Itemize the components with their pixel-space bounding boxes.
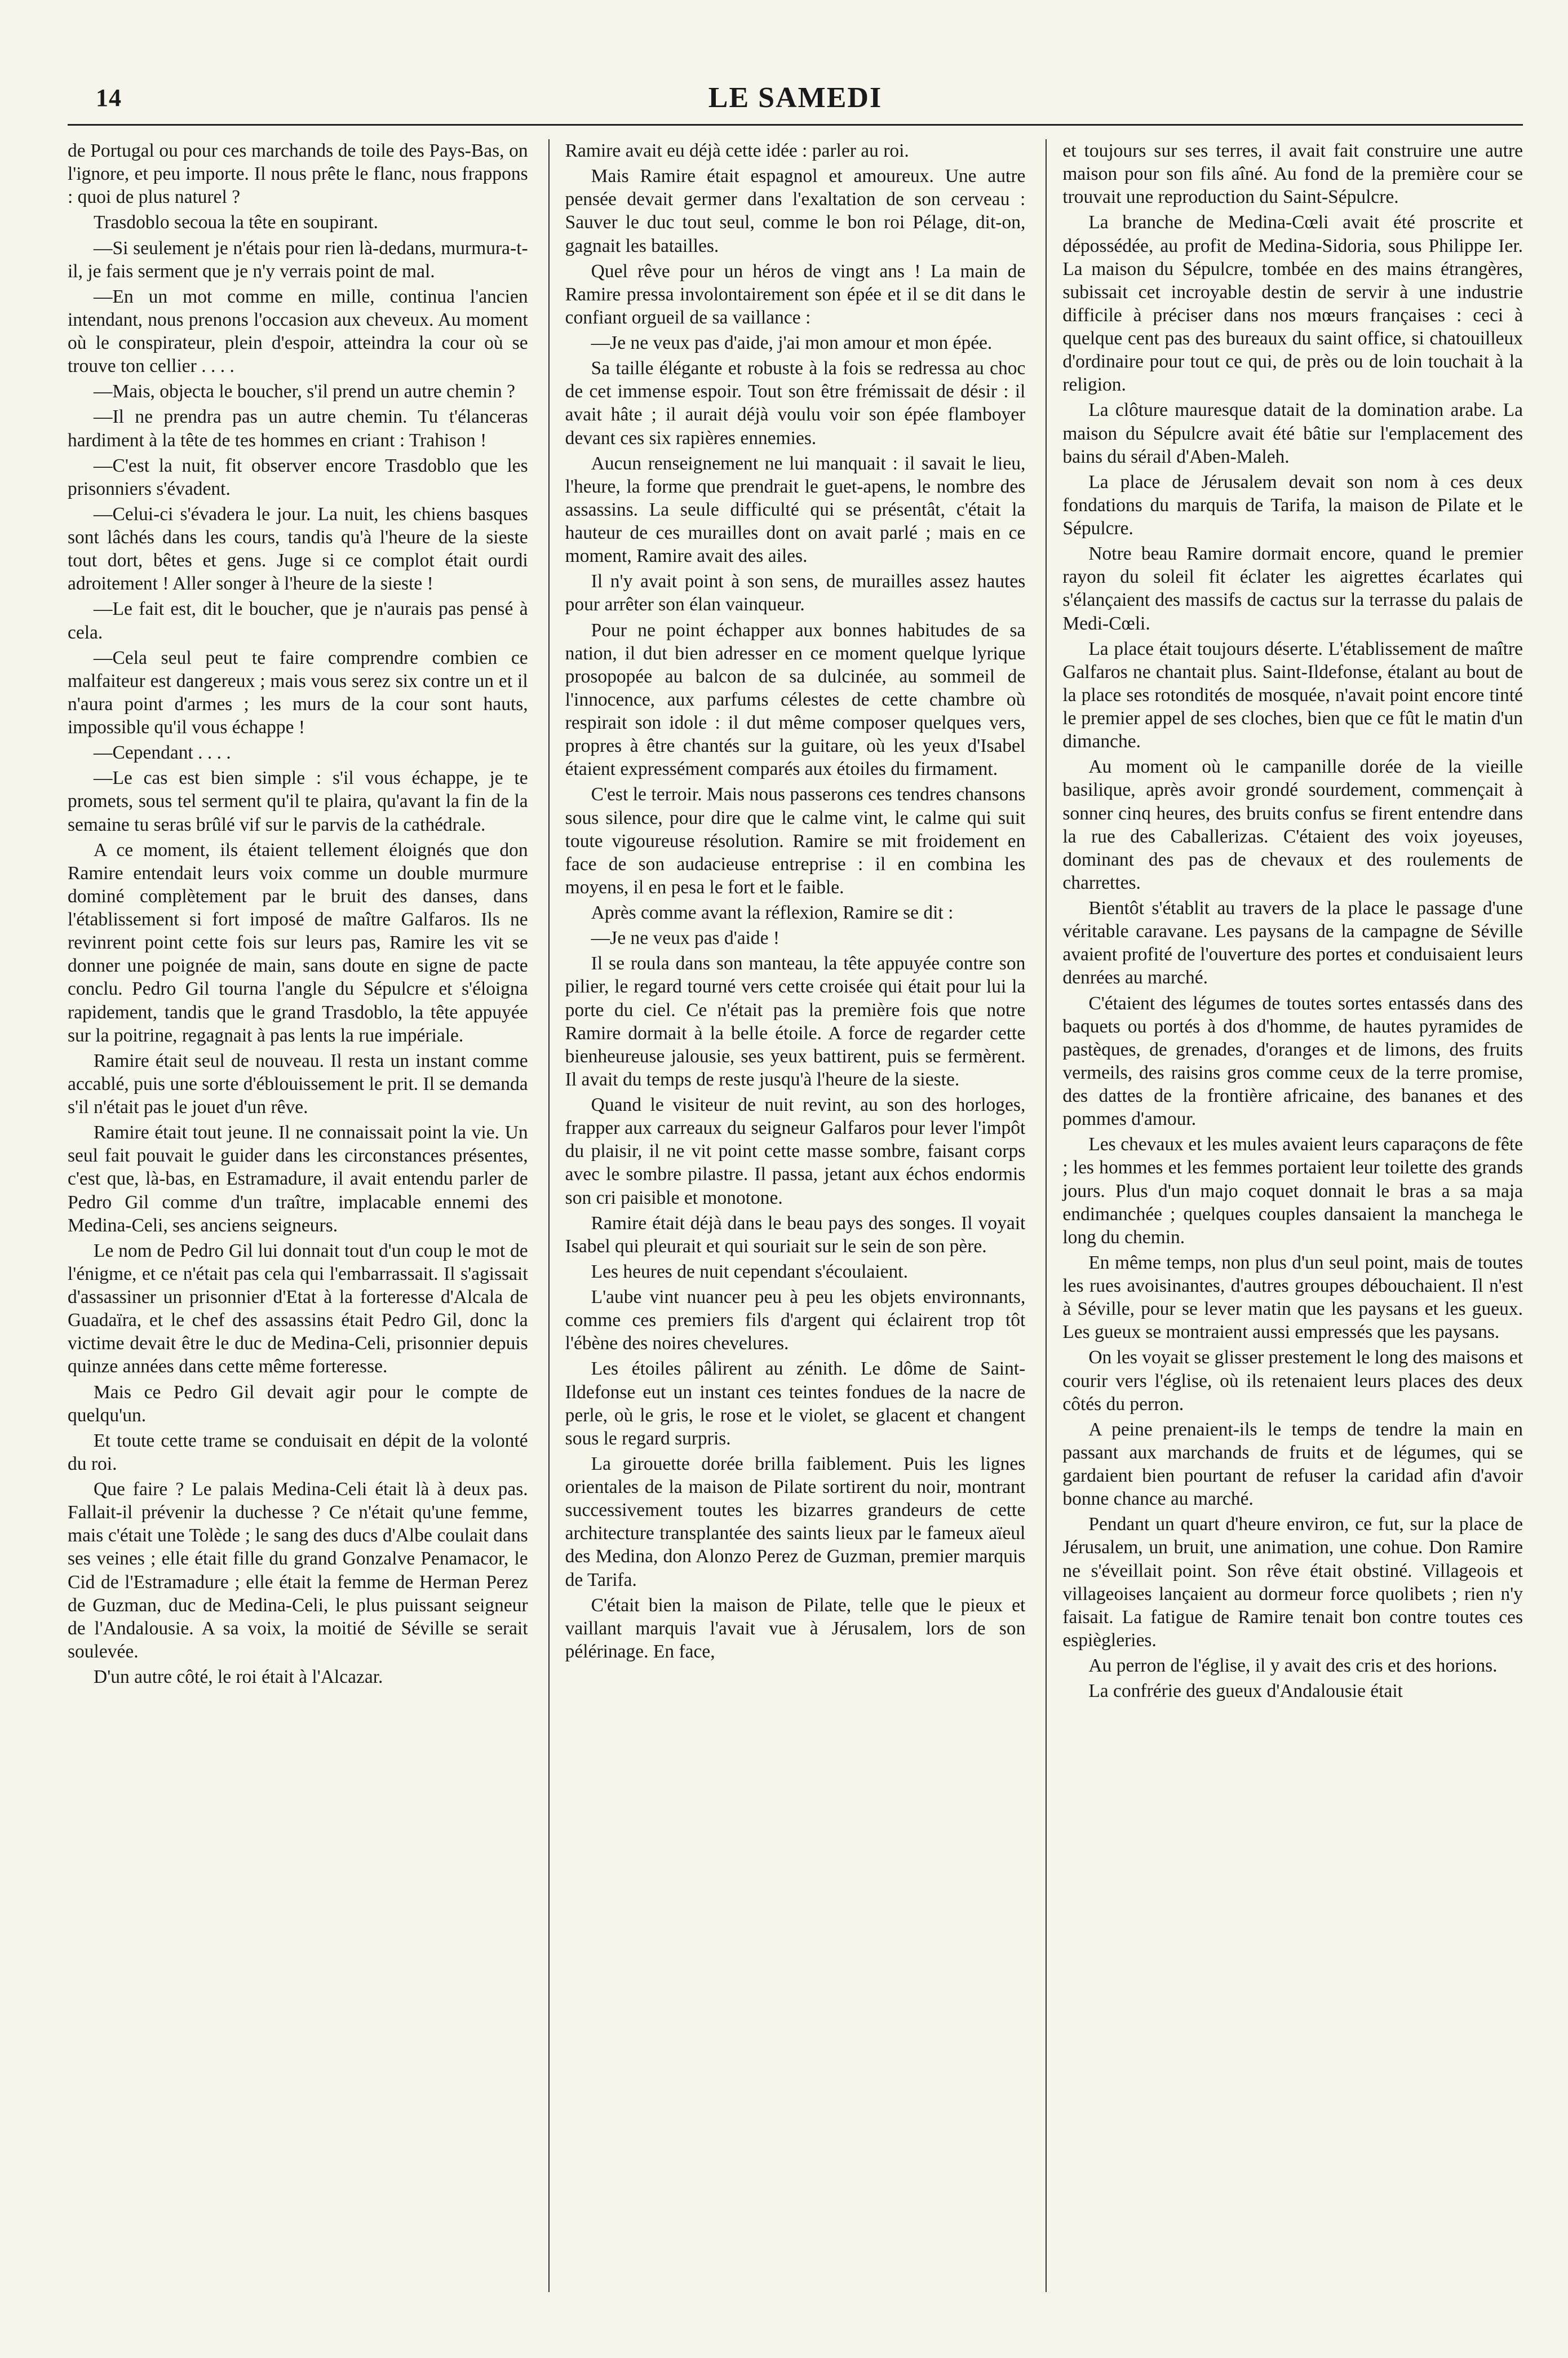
page-number: 14 xyxy=(96,84,122,112)
paragraph: Au moment où le campanille dorée de la vieille basilique, après avoir grondé sourdement, commençait à sonner cinq heures, des bruits confus se firent entendre dans la rue des Caballerizas. C'étaient des voix joyeuses, dominant des pas de chevaux et des roulements de charrettes. xyxy=(1062,756,1523,893)
paragraph: —Mais, objecta le boucher, s'il prend un autre chemin ? xyxy=(94,381,515,402)
page-header xyxy=(68,79,1523,126)
paragraph: La confrérie des gueux d'Andalousie était xyxy=(1088,1681,1403,1702)
paragraph: La place de Jérusalem devait son nom à ces deux fondations du marquis de Tarifa, la maison de Pilate et le Sépulcre. xyxy=(1062,471,1523,539)
paragraph: On les voyait se glisser prestement le long des maisons et courir vers l'église, où ils retenaient leurs places des deux côtés du perron. xyxy=(1062,1347,1523,1415)
paragraph: C'étaient des légumes de toutes sortes entassés dans des baquets ou portés à dos d'homme, de hautes pyramides de pastèques, de grenades, d'oranges et de limons, des fruits vermeils, des raisins gros comme ceux de la terre promise, des dattes de la frontière africaine, des bananes et des pommes d'amour. xyxy=(1062,992,1523,1130)
paragraph: Les heures de nuit cependant s'écoulaient. xyxy=(591,1261,908,1282)
paragraph: C'est le terroir. Mais nous passerons ces tendres chansons sous silence, pour dire que le calme vint, le calme qui suit toute vigoureuse résolution. Ramire se mit froidement en face de son audacieuse entreprise : il en combina les moyens, il en pesa le fort et le faible. xyxy=(565,784,1026,898)
paragraph: Mais ce Pedro Gil devait agir pour le compte de quelqu'un. xyxy=(68,1381,528,1426)
paragraph: —C'est la nuit, fit observer encore Trasdoblo que les prisonniers s'évadent. xyxy=(68,455,528,499)
paragraph: Les étoiles pâlirent au zénith. Le dôme de Saint-Ildefonse eut un instant ces teintes fondues de la nacre de perle, où le gris, le rose et le violet, se glacent et changent sous le regard surpris. xyxy=(565,1358,1026,1449)
paragraph: Notre beau Ramire dormait encore, quand le premier rayon du soleil fit éclater les aigrettes écarlates qui s'élançaient des massifs de cactus sur la terrasse du palais de Medi-Cœli. xyxy=(1062,543,1523,634)
paragraph: Le nom de Pedro Gil lui donnait tout d'un coup le mot de l'énigme, et ce n'était pas cela qui l'embarrassait. Il s'agissait d'assassiner un prisonnier d'Etat à la forteresse d'Alcala de Guadaïra, et le chef des assassins était Pedro Gil, donc la victime devait être le duc de Medina-Celi, prisonnier depuis quinze années dans cette même forteresse. xyxy=(68,1240,528,1377)
paragraph: —Si seulement je n'étais pour rien là-dedans, murmura-t-il, je fais serment que je n'y verrais point de mal. xyxy=(68,237,528,282)
paragraph: La girouette dorée brilla faiblement. Puis les lignes orientales de la maison de Pilate sortirent du noir, montrant successivement toutes les bizarres grandeurs de cette architecture transplantée des saints lieux par le fameux aïeul des Medina, don Alonzo Perez de Guzman, premier marquis de Tarifa. xyxy=(565,1453,1026,1590)
paragraph: de Portugal ou pour ces marchands de toile des Pays-Bas, on l'ignore, et peu importe. Il nous prête le flanc, nous frappons : quoi de plus naturel ? xyxy=(68,140,528,208)
paragraph: Ramire était déjà dans le beau pays des songes. Il voyait Isabel qui pleurait et qui souriait sur le sein de son père. xyxy=(565,1212,1026,1257)
paragraph: L'aube vint nuancer peu à peu les objets environnants, comme ces premiers fils d'argent qui éclairent trop tôt l'ébène des noires chevelures. xyxy=(565,1287,1026,1354)
paragraph: Que faire ? Le palais Medina-Celi était là à deux pas. Fallait-il prévenir la duchesse ? Ce n'était qu'une femme, mais c'était une Tolède ; le sang des ducs d'Albe coulait dans ses veines ; elle était fille du grand Gonzalve Penamacor, le Cid de l'Estramadure ; elle était la femme de Herman Perez de Guzman, duc de Medina-Celi, le plus puissant seigneur de l'Andalousie. A sa voix, la moitié de Séville se serait soulevée. xyxy=(68,1479,528,1662)
paragraph: —Celui-ci s'évadera le jour. La nuit, les chiens basques sont lâchés dans les cours, tandis qu'à l'heure de la sieste tout dort, bêtes et gens. Juge si ce complot était ourdi adroitement ! Aller songer à l'heure de la sieste ! xyxy=(68,503,528,595)
paragraph: Les chevaux et les mules avaient leurs caparaçons de fête ; les hommes et les femmes portaient leur toilette des grands jours. Plus d'un majo coquet donnait le bras a sa maja endimanchée ; quelques couples dansaient la manchega le long du chemin. xyxy=(1062,1134,1523,1248)
paragraph: D'un autre côté, le roi était à l'Alcazar. xyxy=(94,1666,383,1687)
paragraph: La clôture mauresque datait de la domination arabe. La maison du Sépulcre avait été bâtie sur l'emplacement des bains du sérail d'Aben-Maleh. xyxy=(1062,400,1523,467)
paragraph: Après comme avant la réflexion, Ramire se dit : xyxy=(591,902,954,923)
paragraph: Il n'y avait point à son sens, de murailles assez hautes pour arrêter son élan vainqueur. xyxy=(565,571,1026,615)
paragraph: —Je ne veux pas d'aide, j'ai mon amour et mon épée. xyxy=(591,333,993,353)
paragraph: Au perron de l'église, il y avait des cris et des horions. xyxy=(1088,1655,1498,1676)
column-2 xyxy=(548,139,1026,2292)
paragraph: —Je ne veux pas d'aide ! xyxy=(591,928,780,949)
paragraph: A ce moment, ils étaient tellement éloignés que don Ramire entendait leurs voix comme un double murmure dominé complètement par le bruit des danses, dans l'établissement si fort imposé de maître Galfaros. Ils ne revinrent point cette fois sur leurs pas, Ramire les vit se donner une poignée de main, sans doute en signe de pacte conclu. Pedro Gil tourna l'angle du Sépulcre et s'éloigna rapidement, tandis que le grand Trasdoblo, la tête appuyée sur la poitrine, regagnait à pas lents la rue impériale. xyxy=(68,839,528,1046)
paragraph: —Il ne prendra pas un autre chemin. Tu t'élanceras hardiment à la tête de tes hommes en criant : Trahison ! xyxy=(68,406,528,451)
paragraph: Quand le visiteur de nuit revint, au son des horloges, frapper aux carreaux du seigneur Galfaros pour lever l'impôt du plaisir, il ne vit point cette masse sombre, faisant corps avec le sombre pilastre. Il passa, jetant aux échos endormis son cri paisible et monotone. xyxy=(565,1094,1026,1208)
paragraph: La branche de Medina-Cœli avait été proscrite et dépossédée, au profit de Medina-Sidoria, sous Philippe Ier. La maison du Sépulcre, tombée en des mains étrangères, subissait cet incroyable destin de servir à une industrie difficile à préciser dans nos mœurs françaises : ceci à quelque cent pas des bureaux du saint office, si chatouilleux d'ordinaire pour tout ce qui, de près ou de loin touchait à la religion. xyxy=(1062,212,1523,396)
paragraph: Il se roula dans son manteau, la tête appuyée contre son pilier, le regard tourné vers cette croisée qui était pour lui la porte du ciel. Ce n'était pas la première fois que notre Ramire dormait à la belle étoile. A force de regarder cette bienheureuse jalousie, ses yeux battirent, puis se fermèrent. Il avait du temps de reste jusqu'à l'heure de la sieste. xyxy=(565,953,1026,1090)
paragraph: —En un mot comme en mille, continua l'ancien intendant, nous prenons l'occasion aux cheveux. Au moment où le conspirateur, plein d'espoir, atteindra la cour où se trouve ton cellier . . . . xyxy=(68,286,528,377)
paragraph: Et toute cette trame se conduisait en dépit de la volonté du roi. xyxy=(68,1430,528,1474)
text-columns xyxy=(68,139,1523,2292)
paragraph: Mais Ramire était espagnol et amoureux. Une autre pensée devait germer dans l'exaltation de son cerveau : Sauver le duc tout seul, comme le bon roi Pélage, dit-on, gagnait les batailles. xyxy=(565,166,1026,256)
paragraph: Ramire avait eu déjà cette idée : parler au roi. xyxy=(565,140,909,161)
paragraph: et toujours sur ses terres, il avait fait construire une autre maison pour son fils aîné. Au fond de la première cour se trouvait une reproduction du Saint-Sépulcre. xyxy=(1062,140,1523,208)
paragraph: —Cela seul peut te faire comprendre combien ce malfaiteur est dangereux ; mais vous serez six contre un et il n'aura point d'armes ; les murs de la cour sont hauts, impossible qu'il vous échappe ! xyxy=(68,647,528,738)
column-1 xyxy=(68,139,528,2292)
paragraph: —Le fait est, dit le boucher, que je n'aurais pas pensé à cela. xyxy=(68,599,528,643)
paragraph: Pendant un quart d'heure environ, ce fut, sur la place de Jérusalem, un bruit, une animation, une cohue. Don Ramire ne s'éveillait point. Son rêve était obstiné. Villageois et villageoises lançaient au dormeur force quolibets ; rien n'y faisait. La fatigue de Ramire tenait bon contre toutes ces espiègleries. xyxy=(1062,1514,1523,1651)
paragraph: En même temps, non plus d'un seul point, mais de toutes les rues avoisinantes, d'autres groupes débouchaient. Il n'est à Séville, pour se lever matin que les paysans et les gueux. Les gueux se montraient aussi empressés que les paysans. xyxy=(1062,1252,1523,1343)
paragraph: C'était bien la maison de Pilate, telle que le pieux et vaillant marquis l'avait vue à Jérusalem, lors de son pélérinage. En face, xyxy=(565,1594,1026,1662)
column-3 xyxy=(1046,139,1523,2292)
paragraph: Quel rêve pour un héros de vingt ans ! La main de Ramire pressa involontairement son épée et il se dit dans le confiant orgueil de sa vaillance : xyxy=(565,260,1026,328)
paragraph: —Cependant . . . . xyxy=(94,742,231,764)
paragraph: Pour ne point échapper aux bonnes habitudes de sa nation, il dut bien adresser en ce moment quelque lyrique prosopopée au balcon de sa dulcinée, au sommeil de l'innocence, aux parfums célestes de cette chambre où respirait son idole : il dut même composer quelques vers, propres à être chantés sur la guitare, où les yeux d'Isabel étaient expressément comparés aux étoiles du firmament. xyxy=(565,619,1026,780)
paragraph: Bientôt s'établit au travers de la place le passage d'une véritable caravane. Les paysans de la campagne de Séville avaient profité de l'ouverture des portes et conduisaient leurs denrées au marché. xyxy=(1062,898,1523,989)
paragraph: Ramire était tout jeune. Il ne connaissait point la vie. Un seul fait pouvait le guider dans les circonstances présentes, c'est que, là-bas, en Estramadure, il avait entendu parler de Pedro Gil comme d'un traître, implacable ennemi des Medina-Celi, ses anciens seigneurs. xyxy=(68,1122,528,1236)
running-title: LE SAMEDI xyxy=(708,82,883,114)
paragraph: Aucun renseignement ne lui manquait : il savait le lieu, l'heure, la forme que prendrait le guet-apens, le nombre des assassins. La seule difficulté qui se présentât, c'était la hauteur de ces murailles dont on avait parlé ; mais en ce moment, Ramire avait des ailes. xyxy=(565,453,1026,567)
paragraph: Trasdoblo secoua la tête en soupirant. xyxy=(94,212,378,233)
paragraph: Ramire était seul de nouveau. Il resta un instant comme accablé, puis une sorte d'éblouissement le prit. Il se demanda s'il n'était pas le jouet d'un rêve. xyxy=(68,1050,528,1118)
paragraph: Sa taille élégante et robuste à la fois se redressa au choc de cet immense espoir. Tout son être frémissait de désir : il avait hâte ; il aurait déjà voulu voir son épée flamboyer devant ces six rapières ennemies. xyxy=(565,358,1026,449)
paragraph: A peine prenaient-ils le temps de tendre la main en passant aux marchands de fruits et de légumes, qui se gardaient bien pourtant de refuser la caridad afin d'avoir bonne chance au marché. xyxy=(1062,1419,1523,1510)
paragraph: La place était toujours déserte. L'établissement de maître Galfaros ne chantait plus. Saint-Ildefonse, étalant au bout de la place ses rotondités de mosquée, n'avait point encore tinté le premier appel de ses cloches, bien que ce fût le matin d'un dimanche. xyxy=(1062,638,1523,752)
paragraph: —Le cas est bien simple : s'il vous échappe, je te promets, sous tel serment qu'il te plaira, qu'avant la fin de la semaine tu seras brûlé vif sur le parvis de la cathédrale. xyxy=(68,768,528,835)
